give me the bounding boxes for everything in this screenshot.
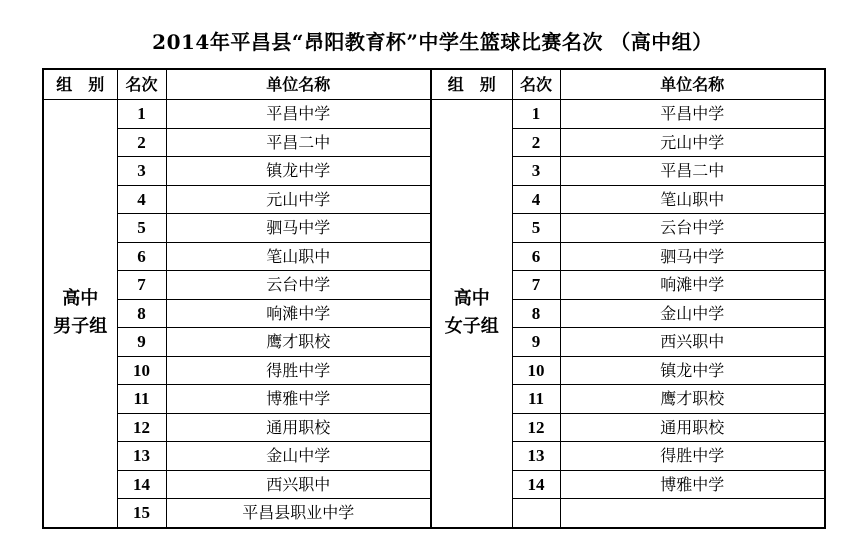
boys-unit-cell: 西兴职中 bbox=[166, 470, 431, 499]
header-group-girls: 组 别 bbox=[431, 69, 512, 100]
boys-unit-cell: 驷马中学 bbox=[166, 214, 431, 243]
girls-rank-cell: 2 bbox=[512, 128, 560, 157]
girls-unit-cell: 平昌二中 bbox=[560, 157, 825, 186]
group-label-line1: 高中 bbox=[62, 288, 99, 310]
boys-unit-cell: 金山中学 bbox=[166, 442, 431, 471]
girls-unit-cell: 驷马中学 bbox=[560, 242, 825, 271]
boys-rank-cell: 12 bbox=[117, 413, 166, 442]
boys-rank-cell: 4 bbox=[117, 185, 166, 214]
girls-rank-cell bbox=[512, 499, 560, 528]
group-label-line2: 男子组 bbox=[53, 316, 108, 338]
header-row bbox=[43, 69, 825, 100]
girls-rank-cell: 3 bbox=[512, 157, 560, 186]
boys-unit-cell: 平昌中学 bbox=[166, 100, 431, 129]
boys-rank-cell: 14 bbox=[117, 470, 166, 499]
girls-unit-cell: 笔山职中 bbox=[560, 185, 825, 214]
boys-unit-cell: 响滩中学 bbox=[166, 299, 431, 328]
girls-rank-cell: 4 bbox=[512, 185, 560, 214]
table-row bbox=[43, 100, 825, 129]
boys-unit-cell: 镇龙中学 bbox=[166, 157, 431, 186]
girls-unit-cell: 镇龙中学 bbox=[560, 356, 825, 385]
boys-rank-cell: 8 bbox=[117, 299, 166, 328]
girls-rank-cell: 10 bbox=[512, 356, 560, 385]
girls-rank-cell: 13 bbox=[512, 442, 560, 471]
boys-rank-cell: 9 bbox=[117, 328, 166, 357]
boys-rank-cell: 11 bbox=[117, 385, 166, 414]
girls-unit-cell: 通用职校 bbox=[560, 413, 825, 442]
boys-unit-cell: 云台中学 bbox=[166, 271, 431, 300]
group-label-line2: 女子组 bbox=[444, 316, 499, 338]
girls-rank-cell: 6 bbox=[512, 242, 560, 271]
girls-rank-cell: 1 bbox=[512, 100, 560, 129]
header-unit-boys: 单位名称 bbox=[166, 69, 431, 100]
page-title: 2014年平昌县“昂阳教育杯”中学生篮球比赛名次 （高中组） bbox=[152, 30, 713, 54]
boys-rank-cell: 13 bbox=[117, 442, 166, 471]
boys-unit-cell: 平昌县职业中学 bbox=[166, 499, 431, 528]
boys-rank-cell: 2 bbox=[117, 128, 166, 157]
girls-unit-cell: 平昌中学 bbox=[560, 100, 825, 129]
girls-unit-cell: 博雅中学 bbox=[560, 470, 825, 499]
girls-unit-cell: 金山中学 bbox=[560, 299, 825, 328]
girls-unit-cell: 得胜中学 bbox=[560, 442, 825, 471]
group-label-line1: 高中 bbox=[453, 288, 490, 310]
girls-unit-cell: 元山中学 bbox=[560, 128, 825, 157]
girls-rank-cell: 5 bbox=[512, 214, 560, 243]
boys-rank-cell: 3 bbox=[117, 157, 166, 186]
boys-unit-cell: 平昌二中 bbox=[166, 128, 431, 157]
header-group-boys: 组 别 bbox=[43, 69, 117, 100]
group-cell-boys bbox=[43, 100, 117, 528]
boys-rank-cell: 1 bbox=[117, 100, 166, 129]
header-rank-girls: 名次 bbox=[512, 69, 560, 100]
boys-rank-cell: 10 bbox=[117, 356, 166, 385]
boys-unit-cell: 得胜中学 bbox=[166, 356, 431, 385]
boys-unit-cell: 笔山职中 bbox=[166, 242, 431, 271]
girls-unit-cell: 响滩中学 bbox=[560, 271, 825, 300]
boys-rank-cell: 15 bbox=[117, 499, 166, 528]
girls-rank-cell: 11 bbox=[512, 385, 560, 414]
boys-rank-cell: 7 bbox=[117, 271, 166, 300]
girls-rank-cell: 7 bbox=[512, 271, 560, 300]
boys-rank-cell: 5 bbox=[117, 214, 166, 243]
girls-unit-cell bbox=[560, 499, 825, 528]
ranking-table bbox=[42, 68, 826, 529]
boys-unit-cell: 元山中学 bbox=[166, 185, 431, 214]
girls-rank-cell: 14 bbox=[512, 470, 560, 499]
header-rank-boys: 名次 bbox=[117, 69, 166, 100]
girls-unit-cell: 鹰才职校 bbox=[560, 385, 825, 414]
boys-unit-cell: 鹰才职校 bbox=[166, 328, 431, 357]
girls-rank-cell: 12 bbox=[512, 413, 560, 442]
header-unit-girls: 单位名称 bbox=[560, 69, 825, 100]
boys-rank-cell: 6 bbox=[117, 242, 166, 271]
girls-unit-cell: 云台中学 bbox=[560, 214, 825, 243]
girls-unit-cell: 西兴职中 bbox=[560, 328, 825, 357]
girls-rank-cell: 9 bbox=[512, 328, 560, 357]
boys-unit-cell: 博雅中学 bbox=[166, 385, 431, 414]
boys-unit-cell: 通用职校 bbox=[166, 413, 431, 442]
group-cell-girls bbox=[431, 100, 512, 528]
girls-rank-cell: 8 bbox=[512, 299, 560, 328]
